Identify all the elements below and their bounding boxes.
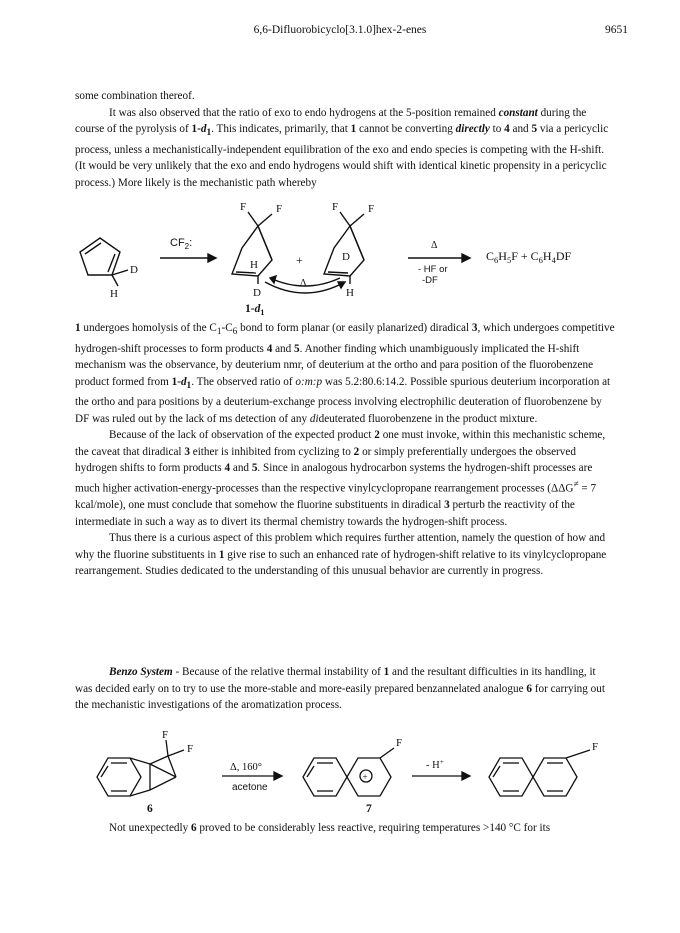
running-title: 6,6-Difluorobicyclo[3.1.0]hex-2-enes <box>253 24 427 36</box>
page-number: 9651 <box>605 24 628 36</box>
atom-f-5: F <box>162 729 169 741</box>
paragraph-7: Not unexpectedly 6 proved to be considerably less reactive, requiring temperatures >140 °C for its <box>109 822 551 834</box>
atom-f-7: F <box>396 737 403 749</box>
bicyclohexene-structure-d <box>324 201 374 299</box>
atom-f-3: F <box>332 201 339 213</box>
reagent-cf2: $CF_2$: <box>170 237 193 251</box>
compound-7-structure <box>303 737 402 815</box>
plus-sign-1: + <box>296 253 303 267</box>
compound-label-1-d1: $1-d_1$ <box>245 303 265 316</box>
text-block-benzo <box>75 664 615 714</box>
delta-equilibrium: Δ <box>300 278 307 289</box>
fluoronaphthalene-structure <box>489 741 598 796</box>
arrow-2-label-1: - HF or <box>418 264 448 275</box>
cyclopentadiene-structure <box>80 238 138 300</box>
paragraph-3: 1 undergoes homolysis of the $C_1-C_6$ bond to form planar (or easily planarized) diradical 3, which undergoes competitive hydrogen-shift processes to form products 4 and 5. Another finding which unambiguously implicated the H-shift mechanism was the observance, by deuterium nmr, of deuterium at the ortho and para position of the fluorobenzene product formed from $1-d_1$. The observed ratio of o:m:p was 5.2:80.6:14.2. Possible spurious deuterium incorporation at the ortho and para positions by a deuterium-exchange process involving electrophilic deuteration of fluorobenzene by DF was ruled out by the lack of ms detection of any dideuterated fluorobenzene in the product mixture. <box>75 322 615 425</box>
atom-f-6: F <box>187 743 194 755</box>
compound-label-6: 6 <box>147 803 153 815</box>
bicyclohexene-structure-h <box>232 201 282 299</box>
compound-6-structure <box>97 729 193 815</box>
cation-charge: + <box>362 772 368 782</box>
atom-d-1: D <box>130 264 138 276</box>
text-block-bottom <box>75 820 615 837</box>
condition-temperature: Δ, 160° <box>230 762 262 773</box>
text-block-middle <box>75 320 615 580</box>
arrow-2-label-2: -DF <box>422 275 438 286</box>
atom-d-3: D <box>342 251 350 263</box>
atom-h-3: H <box>346 287 354 299</box>
section-heading-benzo: Benzo System <box>109 666 173 678</box>
scheme-2-drawing <box>0 728 680 818</box>
paragraph-4: Because of the lack of observation of the expected product 2 one must invoke, within this mechanistic scheme, the caveat that diradical 3 either is inhibited from cyclizing to 2 or simply preferentially undergoes the observed hydrogen shifts to form products 4 and 5. Since in analogous hydrocarbon systems the hydrogen-shift processes are much higher activation-energy-processes than the respective vinylcyclopropane rearrangement processes (ΔΔG≠ = 7 kcal/mole), one must conclude that somehow the fluorine substituents in diradical 3 perturb the reactivity of the intermediate in such a way as to divert its thermal chemistry towards the hydrogen-shift process. <box>75 429 606 528</box>
scheme-1-drawing <box>0 196 680 316</box>
atom-f-1: F <box>240 201 247 213</box>
arrow-2-delta: Δ <box>431 240 438 251</box>
compound-label-7: 7 <box>366 803 372 815</box>
paragraph-2: It was also observed that the ratio of exo to endo hydrogens at the 5-position remained constant during the course of the pyrolysis of $1-d_1$. This indicates, primarily, that 1 cannot be converting directly to 4 and 5 via a pericyclic process, unless a mechanistically-independent equilibration of the exo and endo species is competing with the H-shift. (It would be very unlikely that the exo and endo hydrogens would shift with identical kinetic propensity in a pericyclic process.) More likely is the mechanistic path whereby <box>75 106 609 189</box>
text-block-top <box>75 88 615 191</box>
atom-h-2: H <box>250 259 258 271</box>
atom-h-1: H <box>110 288 118 300</box>
atom-f-4: F <box>368 203 375 215</box>
paragraph-5: Thus there is a curious aspect of this problem which requires further attention, namely the question of how and why the fluorine substituents in 1 give rise to such an enhanced rate of hydrogen-shift relative to its vinylcyclopropane rearrangement. Studies dedicated to the understanding of this unusual behavior are currently in progress. <box>75 532 607 578</box>
reaction-scheme-2 <box>0 728 680 818</box>
running-header <box>0 24 680 40</box>
products-formula: $C_6H_5F + C_6H_4DF$ <box>486 249 572 265</box>
atom-f-2: F <box>276 203 283 215</box>
atom-d-2: D <box>253 287 261 299</box>
paragraph-1: some combination thereof. <box>75 90 195 102</box>
proton-loss: - H+ <box>426 757 444 771</box>
atom-f-8: F <box>592 741 599 753</box>
condition-solvent: acetone <box>232 782 268 793</box>
reaction-scheme-1 <box>0 196 680 316</box>
paragraph-6: Benzo System - Because of the relative thermal instability of 1 and the resultant difficulties in its handling, it was decided early on to try to use the more-stable and more-easily prepared benzannelated analogue 6 for carrying out the mechanistic investigations of the aromatization process. <box>75 666 605 711</box>
